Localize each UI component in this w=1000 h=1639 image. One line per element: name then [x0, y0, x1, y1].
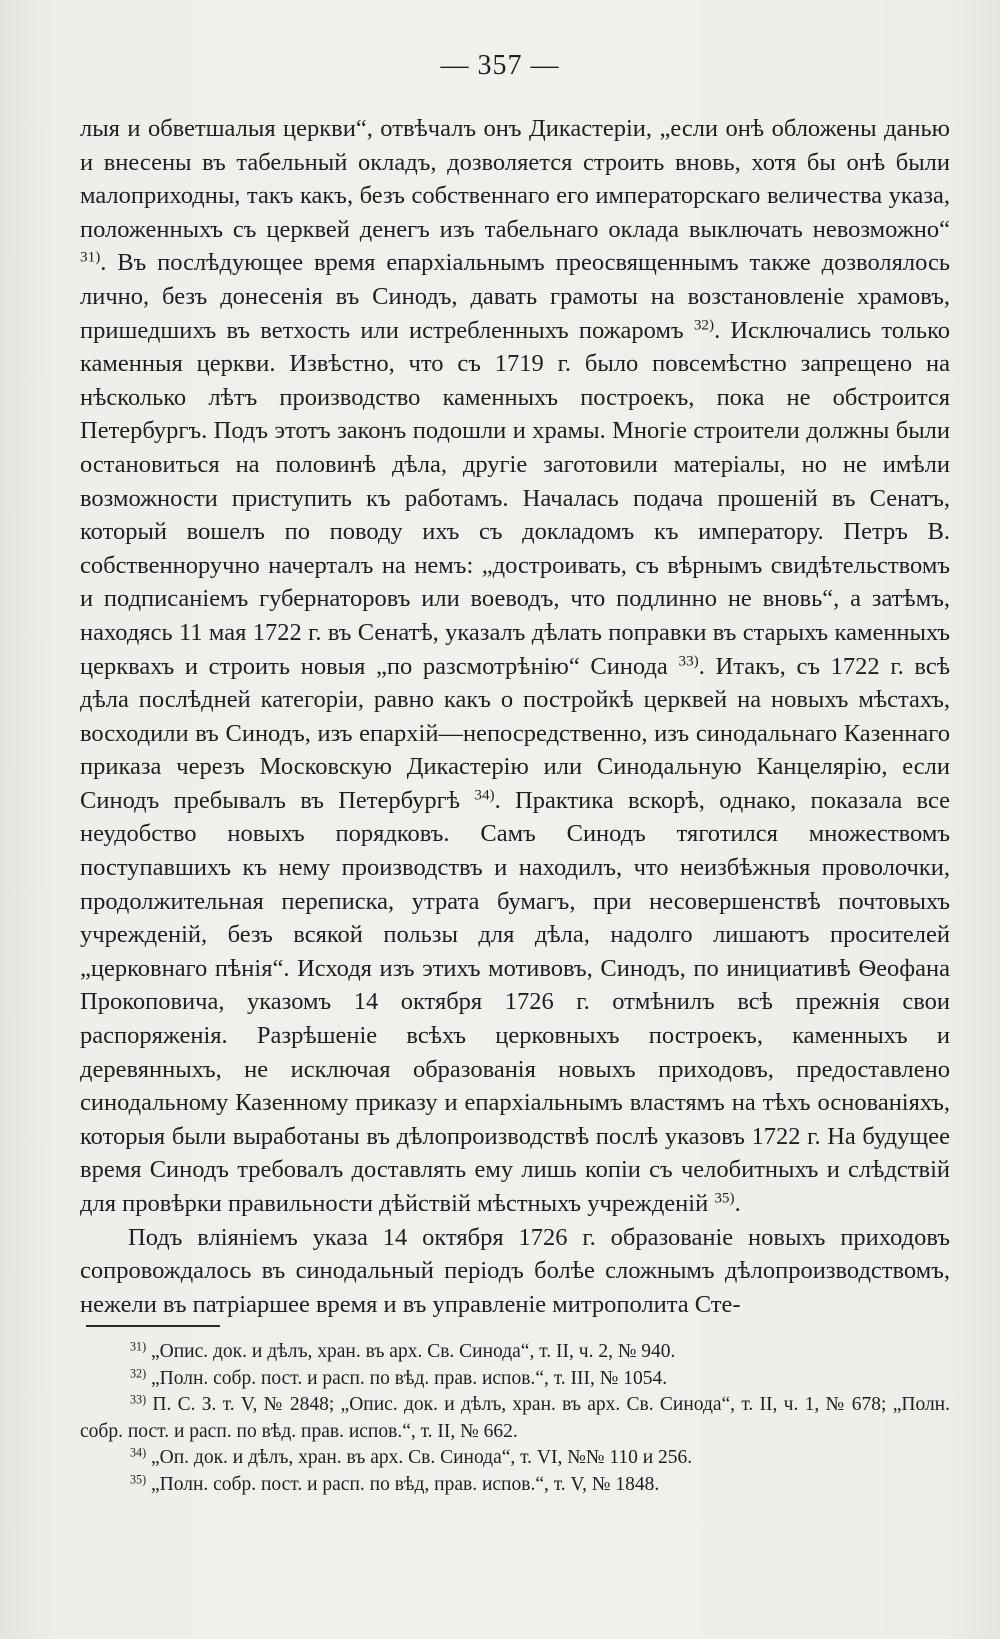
footnote — [80, 1472, 950, 1499]
paragraph — [80, 112, 950, 1221]
page-number: — 357 — — [440, 50, 560, 81]
footnote — [80, 1366, 950, 1393]
footnote — [80, 1339, 950, 1366]
footnote-number: 33) — [130, 1392, 147, 1407]
footnote-reference: 31) — [80, 249, 101, 267]
footnote-number: 35) — [130, 1471, 147, 1486]
footnote-reference: 34) — [474, 786, 495, 804]
footnote-text: „Оп. док. и дѣлъ, хран. въ арх. Св. Синода“, т. VI, №№ 110 и 256. — [146, 1447, 693, 1468]
footnote-text: П. С. З. т. V, № 2848; „Опис. док. и дѣлъ, хран. въ арх. Св. Синода“, т. II, ч. 1, № 678; „Полн. собр. пост. и расп. по вѣд. прав. испов.“, т. II, № 662. — [80, 1394, 950, 1442]
paragraph-text: . Итакъ, съ 1722 г. всѣ дѣла послѣдней категоріи, равно какъ о постройкѣ церквей на новыхъ мѣстахъ, восходили въ Синодъ, изъ епархій—непосредственно, изъ синодальнаго Казеннаго приказа черезъ Московскую Дикастерію или Синодальную Канцелярію, если Синодъ пребывалъ въ Петербургѣ — [80, 652, 950, 814]
paragraph — [80, 1221, 950, 1322]
footnote-divider — [86, 1325, 220, 1327]
main-text — [80, 112, 950, 1321]
paragraph-text: Подъ вліяніемъ указа 14 октября 1726 г. образованіе новыхъ приходовъ сопровождалось въ синодальный періодъ болѣе сложнымъ дѣлопроизводствомъ, нежели въ патріаршее время и въ управленіе митрополита Сте- — [80, 1223, 950, 1318]
footnote-reference: 35) — [714, 1189, 735, 1207]
footnote-reference: 32) — [693, 316, 715, 334]
paragraph-text: . Исключались только каменныя церкви. Извѣстно, что съ 1719 г. было повсемѣстно запрещено на нѣсколько лѣтъ производство каменныхъ построекъ, пока не обстроится Петербургъ. Подъ этотъ законъ подошли и храмы. Многіе строители должны были остановиться на половинѣ дѣла, другіе заготовили матеріалы, но не имѣли возможности приступить къ работамъ. Началась подача прошеній въ Сенатъ, который вошелъ по поводу ихъ съ докладомъ къ императору. Петръ В. собственноручно начерталъ на немъ: „достроивать, съ вѣрнымъ свидѣтельствомъ и подписаніемъ губернаторовъ или воеводъ, что подлинно не вновь“, а затѣмъ, находясь 11 мая 1722 г. въ Сенатѣ, указалъ дѣлать поправки въ старыхъ каменныхъ церквахъ и строить новыя „по разсмотрѣнію“ Синода — [80, 316, 950, 680]
footnote-number: 34) — [130, 1445, 147, 1460]
paragraph-text: лыя и обветшалыя церкви“, отвѣчалъ онъ Дикастеріи, „если онѣ обложены данью и внесены въ табельный окладъ, дозволяется строить вновь, хотя бы онѣ были малоприходны, такъ какъ, безъ собственнаго его императорскаго величества указа, положенныхъ съ церквей денегъ изъ табельнаго оклада выключать невозможно“ — [80, 115, 950, 243]
footnotes-section — [80, 1339, 950, 1498]
footnote — [80, 1392, 950, 1445]
paragraph-text: . Практика вскорѣ, однако, показала все неудобство новыхъ порядковъ. Самъ Синодъ тяготился множествомъ поступавшихъ къ нему производствъ и находилъ, что неизбѣжныя проволочки, продолжительная переписка, утрата бумагъ, при несовершенствѣ почтовыхъ учрежденій, безъ всякой пользы для дѣла, надолго лишаютъ просителей „церковнаго пѣнія“. Исходя изъ этихъ мотивовъ, Синодъ, по инициативѣ Ѳеофана Прокоповича, указомъ 14 октября 1726 г. отмѣнилъ всѣ прежнія свои распоряженія. Разрѣшеніе всѣхъ церковныхъ построекъ, каменныхъ и деревянныхъ, не исключая образованія новыхъ приходовъ, предоставлено синодальному Казенному приказу и епархіальнымъ властямъ на тѣхъ основаніяхъ, которыя были выработаны въ дѣлопроизводствѣ послѣ указовъ 1722 г. На будущее время Синодъ требовалъ доставлять ему лишь копіи съ челобитныхъ и слѣдствій для провѣрки правильности дѣйствій мѣстныхъ учрежденій — [80, 786, 950, 1217]
footnote — [80, 1445, 950, 1472]
footnote-text: „Опис. док. и дѣлъ, хран. въ арх. Св. Синода“, т. II, ч. 2, № 940. — [146, 1341, 676, 1362]
paragraph-text: . — [734, 1190, 741, 1217]
footnote-number: 32) — [130, 1365, 147, 1380]
footnote-reference: 33) — [678, 652, 699, 670]
footnote-text: „Полн. собр. пост. и расп. по вѣд, прав. испов.“, т. V, № 1848. — [146, 1473, 660, 1495]
paragraph-text: . Въ послѣдующее время епархіальнымъ преосвященнымъ также дозволялось лично, безъ донесенія въ Синодъ, давать грамоты на возстановленіе храмовъ, пришедшихъ въ ветхость или истребленныхъ пожаромъ — [80, 249, 950, 344]
footnote-text: „Полн. собр. пост. и расп. по вѣд. прав. испов.“, т. III, № 1054. — [146, 1367, 668, 1389]
footnote-number: 31) — [130, 1339, 147, 1354]
